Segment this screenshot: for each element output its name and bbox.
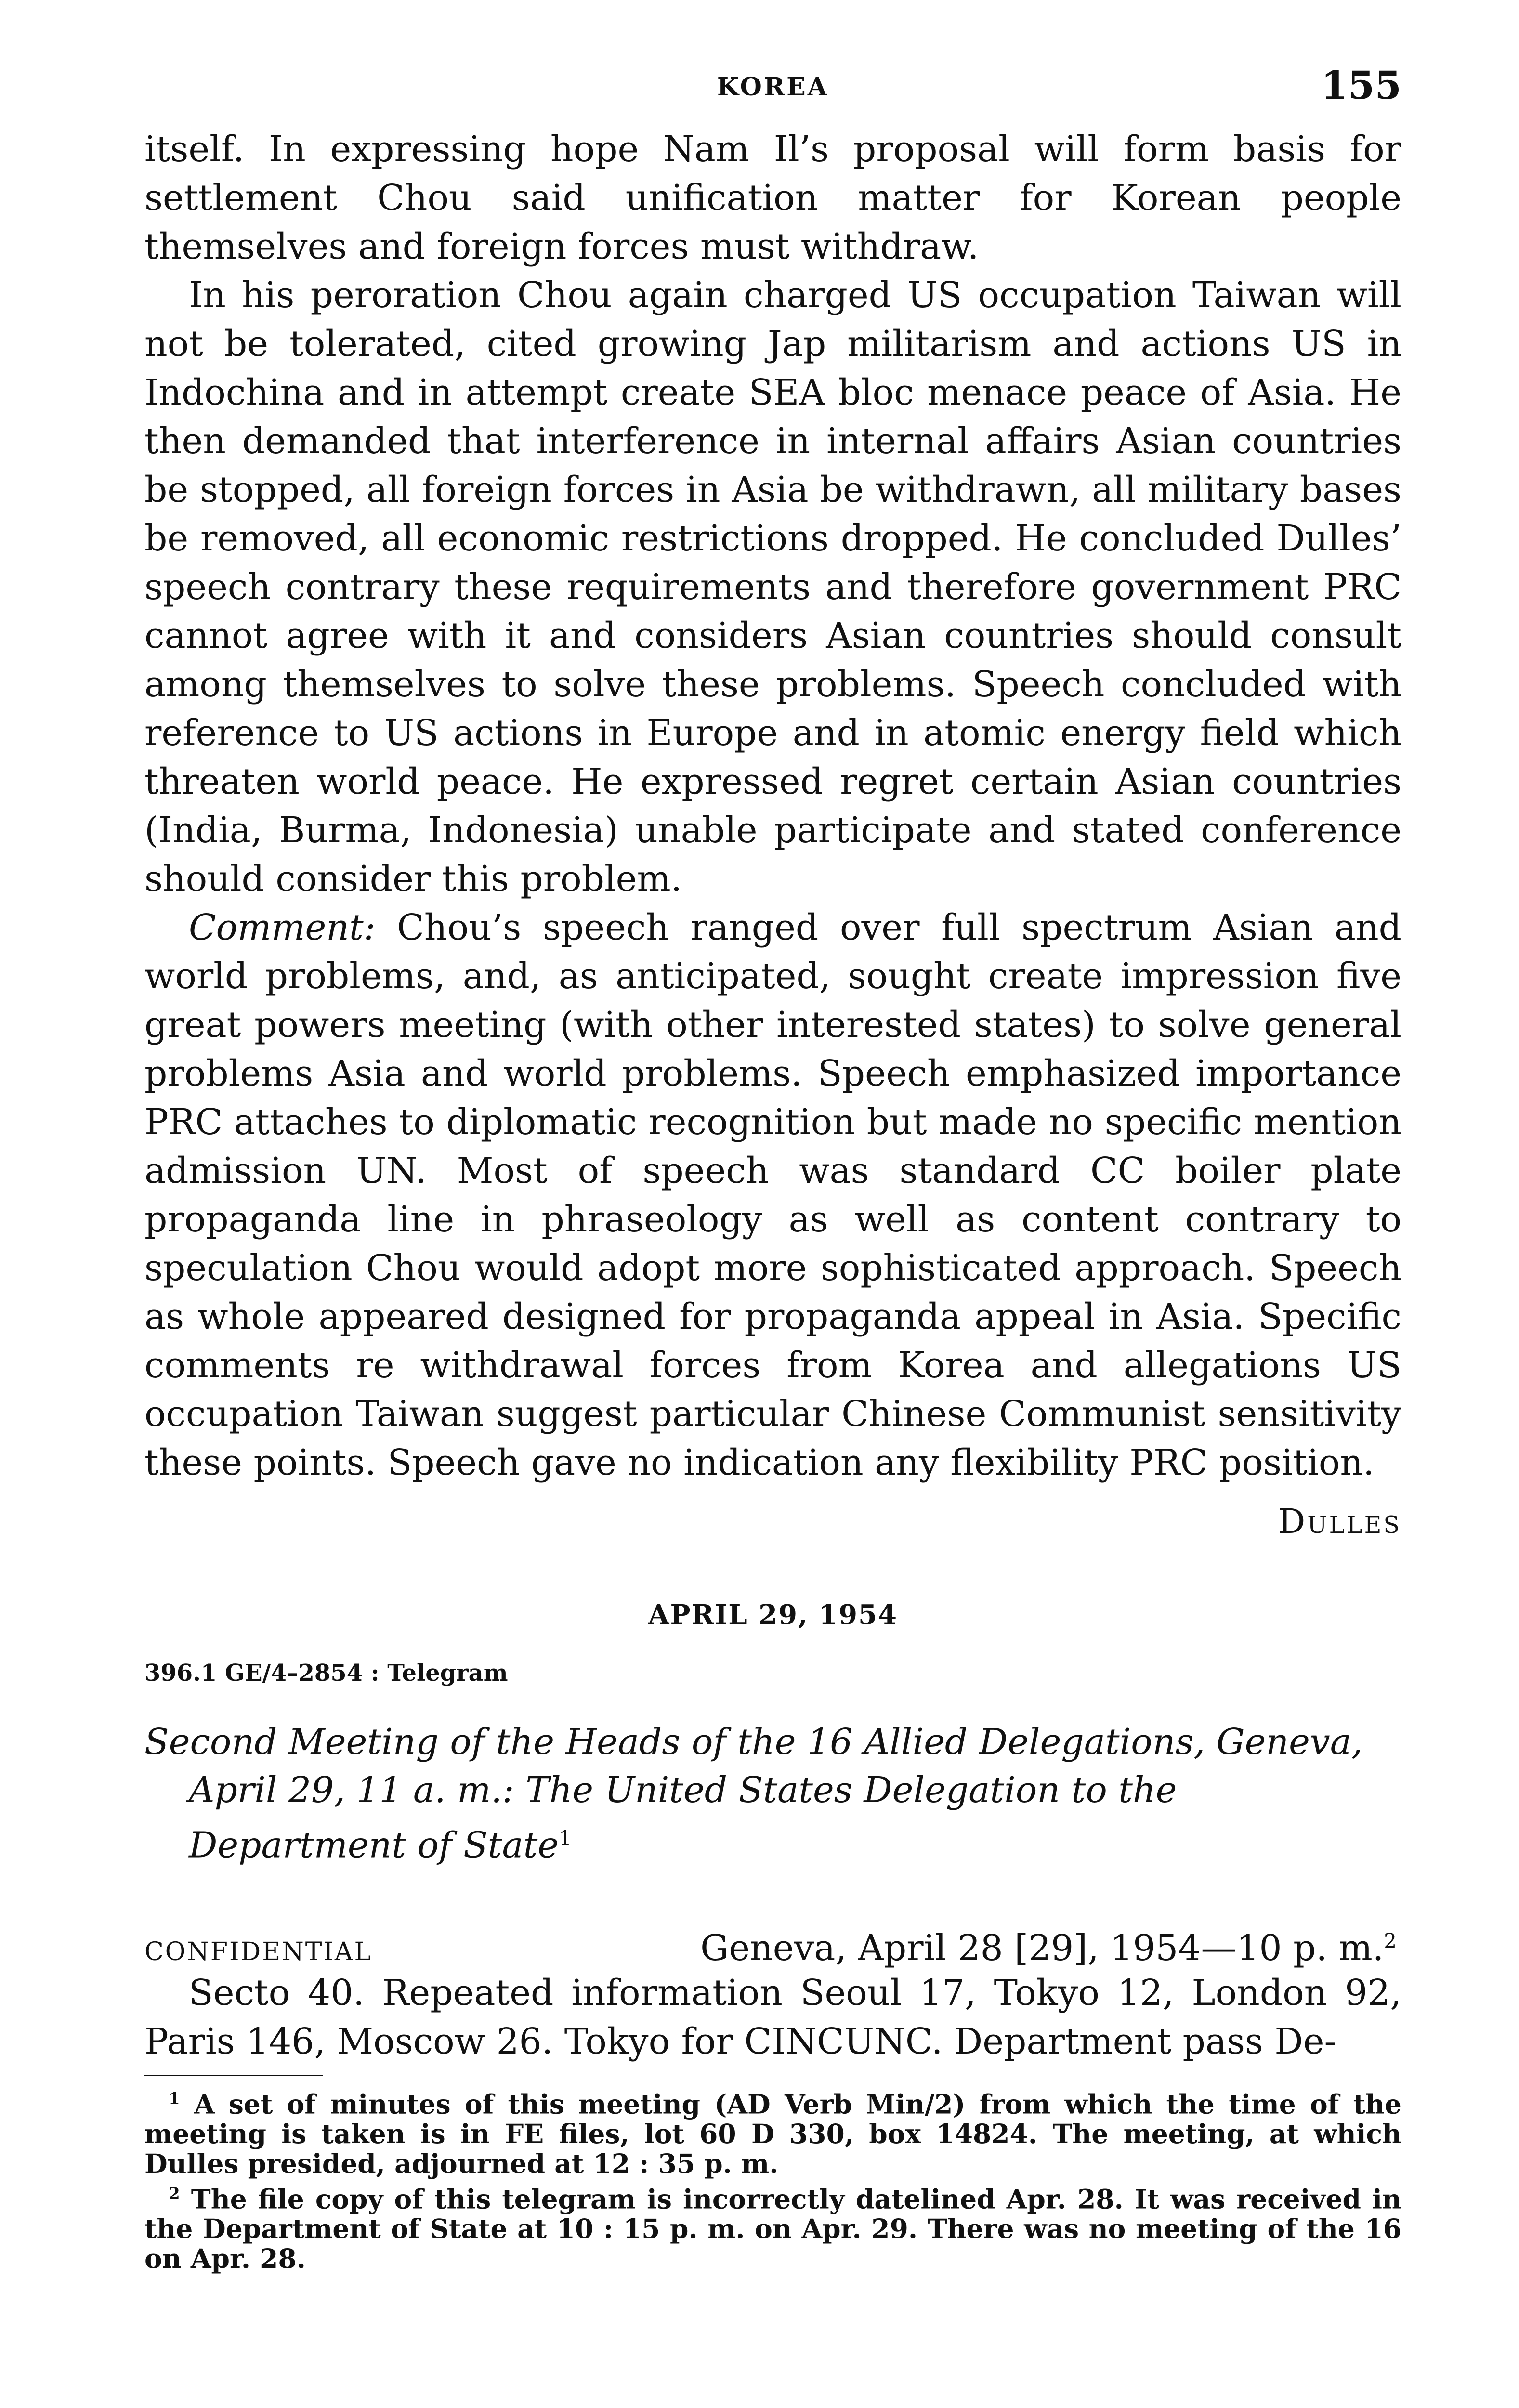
document-page [144, 63, 1401, 2274]
footnote-ref-1: 1 [559, 1826, 572, 1850]
page-number: 155 [1321, 63, 1401, 108]
dateline-row [144, 1927, 1401, 1969]
telegram-opening: Secto 40. Repeated information Seoul 17, Tokyo 12, London 92, Paris 146, Moscow 26. Tokyo for CINCUNC. Department pass De- [144, 1972, 1401, 2062]
footnote-ref-2: 2 [1384, 1929, 1397, 1952]
date-heading: APRIL 29, 1954 [648, 1599, 898, 1631]
signature: Dulles [1278, 1502, 1401, 1541]
comment-text: Chou’s speech ranged over full spectrum Asian and world problems, and, as anticipated, sought create impression five great powers meeting (with other interested states) to solve general problems Asia and world problems. Speech emphasized importance PRC attaches to diplomatic recognition but made no specific mention admission UN. Most of speech was standard CC boiler plate propaganda line in phraseology as well as content contrary to speculation Chou would adopt more sophisticated approach. Speech as whole appeared designed for propaganda appeal in Asia. Specific comments re withdrawal forces from Korea and allegations US occupation Taiwan suggest particular Chinese Communist sensitivity these points. Speech gave no indication any flexibility PRC position. [144, 907, 1401, 1483]
footnote-text: A set of minutes of this meeting (AD Verb Min/2) from which the time of the meeting is taken is in FE files, lot 60 D 330, box 14824. The meeting, at which Dulles presided, adjourned at 12 : 35 p. m. [144, 2088, 1401, 2179]
file-reference: 396.1 GE/4–2854 : Telegram [144, 1660, 508, 1687]
document-title-text: Second Meeting of the Heads of the 16 Allied Delegations, Geneva, April 29, 11 a. m.: The United States Delegation to the Department of State [144, 1721, 1363, 1866]
footnote-divider [144, 2075, 323, 2076]
footnote-marker: 1 [169, 2089, 180, 2108]
dateline [700, 1927, 1401, 1969]
running-title: KOREA [717, 72, 829, 102]
document-title [144, 1718, 1401, 1870]
classification-label: CONFIDENTIAL [144, 1937, 372, 1966]
footnote-2 [144, 2179, 1401, 2274]
footnote-1 [144, 2084, 1401, 2179]
footnote-marker: 2 [169, 2184, 180, 2203]
paragraph-peroration: In his peroration Chou again charged US occupation Taiwan will not be tolerated, cited growing Jap militarism and actions US in Indochina and in attempt create SEA bloc menace peace of Asia. He then demanded that interference in internal affairs Asian countries be stopped, all foreign forces in Asia be withdrawn, all military bases be removed, all economic restrictions dropped. He concluded Dulles’ speech contrary these requirements and therefore government PRC cannot agree with it and considers Asian countries should consult among themselves to solve these problems. Speech concluded with reference to US actions in Europe and in atomic energy field which threaten world peace. He expressed regret certain Asian countries (India, Burma, Indonesia) unable participate and stated conference should consider this problem. [144, 275, 1401, 900]
dateline-text: Geneva, April 28 [29], 1954—10 p. m. [700, 1927, 1384, 1969]
paragraph-comment [144, 903, 1401, 1487]
comment-label: Comment: [189, 907, 376, 948]
paragraph-continuation: itself. In expressing hope Nam Il’s proposal will form basis for settlement Chou said unification matter for Korean people themselves and foreign forces must withdraw. [144, 129, 1401, 267]
footnote-text: The file copy of this telegram is incorrectly datelined Apr. 28. It was received in the Department of State at 10 : 15 p. m. on Apr. 29. There was no meeting of the 16 on Apr. 28. [144, 2183, 1401, 2275]
running-head [144, 63, 1401, 125]
